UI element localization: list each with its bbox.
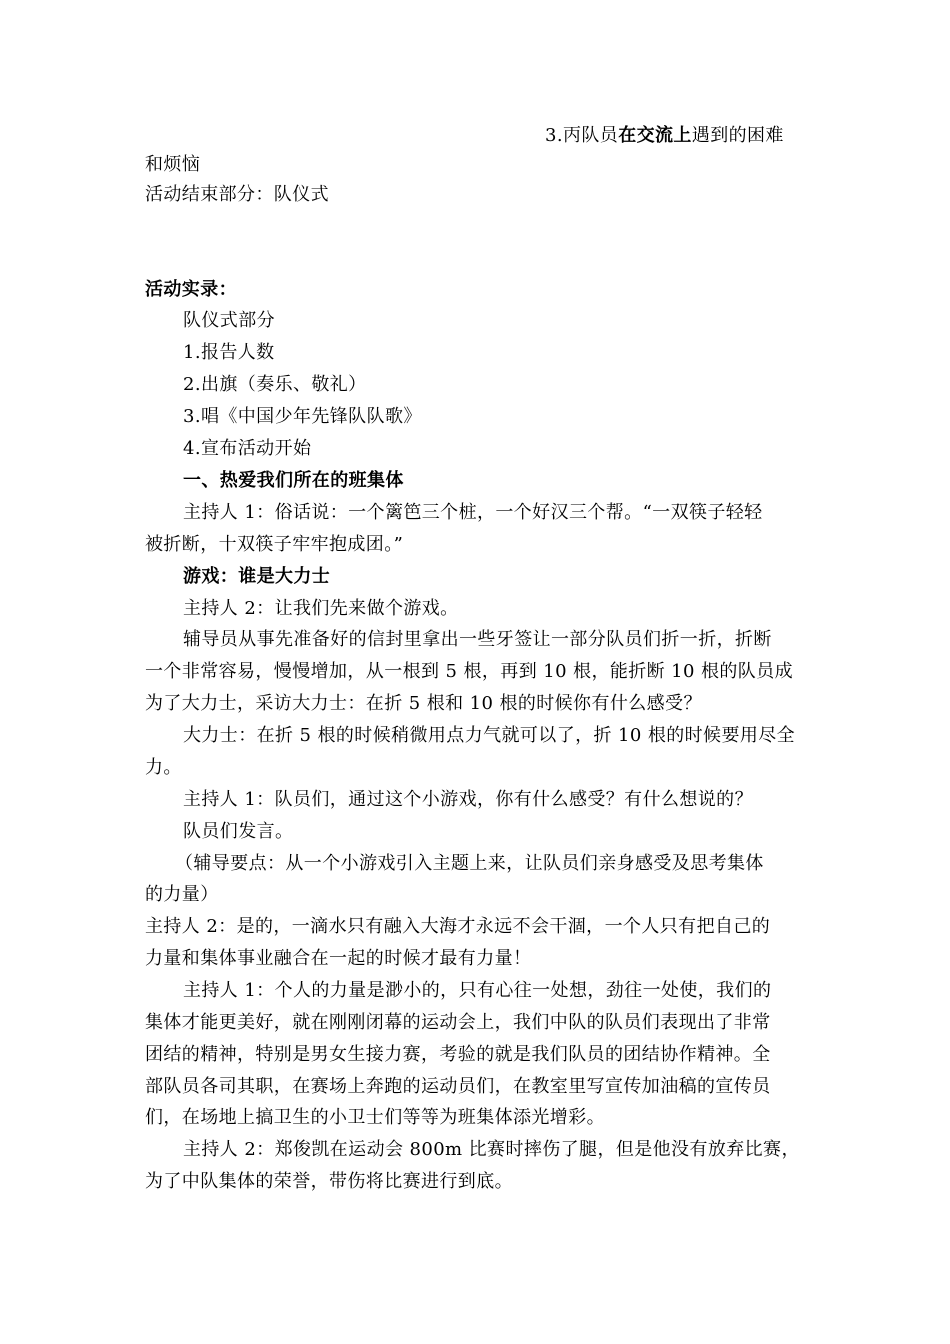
section-heading: 一、热爱我们所在的班集体 — [183, 470, 404, 491]
item-text: 丙队员 — [562, 125, 619, 146]
ceremony-item: 2.出旗（奏乐、敬礼） — [183, 374, 367, 395]
paragraph-line: 集体才能更美好，就在刚刚闭幕的运动会上，我们中队的队员们表现出了非常 — [145, 1012, 771, 1033]
list-item-3-continuation: 和烦恼 — [145, 154, 201, 175]
paragraph-line: 力量和集体事业融合在一起的时候才最有力量！ — [145, 948, 532, 969]
list-item-3 — [545, 124, 784, 148]
record-heading: 活动实录： — [145, 279, 237, 300]
paragraph-line: 辅导员从事先准备好的信封里拿出一些牙签让一部分队员们折一折，折断 — [183, 629, 772, 650]
paragraph-line: 主持人 1：俗话说：一个篱笆三个桩，一个好汉三个帮。“一双筷子轻轻 — [183, 502, 763, 523]
ceremony-item: 3.唱《中国少年先锋队队歌》 — [183, 406, 422, 427]
paragraph-line: 为了大力士，采访大力士：在折 5 根和 10 根的时候你有什么感受？ — [145, 693, 702, 714]
paragraph-line: 部队员各司其职，在赛场上奔跑的运动员们，在教室里写宣传加油稿的宣传员 — [145, 1076, 771, 1097]
paragraph-line: 团结的精神，特别是男女生接力赛，考验的就是我们队员的团结协作精神。全 — [145, 1044, 771, 1065]
paragraph-line: 力。 — [145, 757, 182, 778]
ceremony-item: 1.报告人数 — [183, 342, 275, 363]
paragraph-line: 队员们发言。 — [183, 821, 294, 842]
paragraph-line: （辅导要点：从一个小游戏引入主题上来，让队员们亲身感受及思考集体 — [175, 853, 764, 874]
paragraph-line: 大力士：在折 5 根的时候稍微用点力气就可以了，折 10 根的时候要用尽全 — [183, 725, 796, 746]
ceremony-title: 队仪式部分 — [183, 310, 275, 331]
paragraph-line: 们，在场地上搞卫生的小卫士们等等为班集体添光增彩。 — [145, 1107, 605, 1128]
paragraph-line: 主持人 2：是的，一滴水只有融入大海才永远不会干涸，一个人只有把自己的 — [145, 916, 771, 937]
paragraph-line: 一个非常容易，慢慢增加，从一根到 5 根，再到 10 根，能折断 10 根的队员成 — [145, 661, 793, 682]
paragraph-line: 主持人 1：队员们，通过这个小游戏，你有什么感受？有什么想说的？ — [183, 789, 753, 810]
item-bold-text: 在交流上 — [618, 125, 692, 146]
paragraph-line: 主持人 2：郑俊凯在运动会 800m 比赛时摔伤了腿，但是他没有放弃比赛， — [183, 1139, 800, 1160]
paragraph-line: 主持人 2：让我们先来做个游戏。 — [183, 598, 459, 619]
game-heading: 游戏：谁是大力士 — [183, 566, 331, 587]
ending-section: 活动结束部分：队仪式 — [145, 184, 329, 205]
paragraph-line: 主持人 1：个人的力量是渺小的，只有心往一处想，劲往一处使，我们的 — [183, 980, 772, 1001]
paragraph-line: 为了中队集体的荣誉，带伤将比赛进行到底。 — [145, 1171, 513, 1192]
paragraph-line: 的力量） — [145, 884, 219, 905]
ceremony-item: 4.宣布活动开始 — [183, 438, 312, 459]
item-number: 3. — [545, 125, 563, 146]
paragraph-line: 被折断，十双筷子牢牢抱成团。” — [145, 534, 404, 555]
item-text: 遇到的困难 — [691, 125, 784, 146]
